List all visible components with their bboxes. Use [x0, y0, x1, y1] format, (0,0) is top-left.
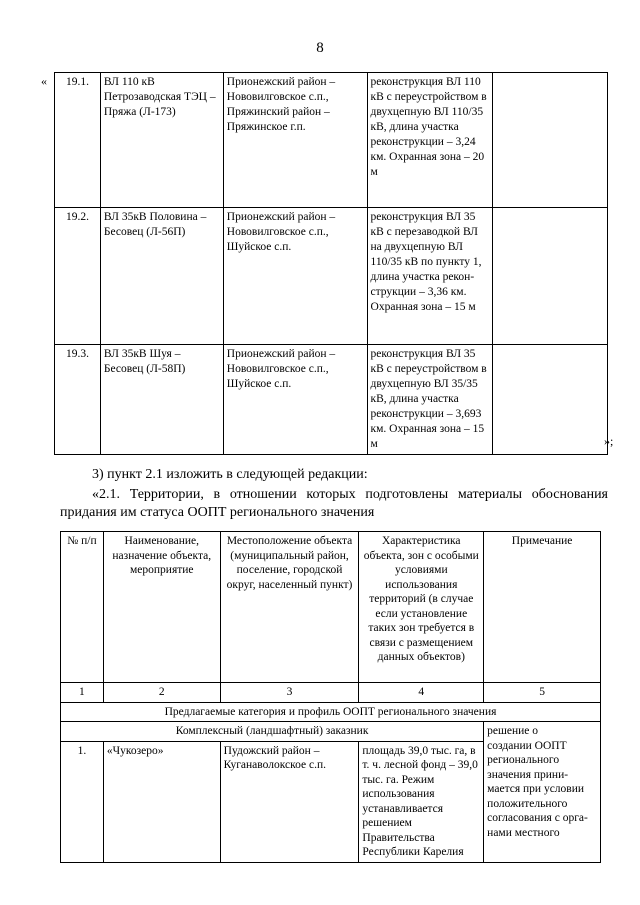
column-number: 4 — [359, 683, 484, 703]
row-number: 19.1. — [55, 73, 101, 208]
header-name: Наименование, назначение объекта, мероприятие — [103, 532, 220, 683]
empty-cell — [493, 73, 608, 208]
column-number: 3 — [220, 683, 359, 703]
object-location: Прионежский район – Нововилговское с.п., Шуйское с.п. — [223, 208, 367, 345]
column-number: 2 — [103, 683, 220, 703]
object-name: ВЛ 35кВ Шуя – Бесовец (Л-58П) — [100, 345, 223, 455]
object-description: реконструкция ВЛ 35 кВ с перезаводкой ВЛ на двухцепную ВЛ 110/35 кВ по пункту 1, длина участка реконструкции – 3,36 км. Охранная зона – 15 м — [367, 208, 493, 345]
protected-areas-table — [60, 531, 601, 863]
row-number: 1. — [61, 741, 104, 862]
note-continuation: создании ООПТ регионального значения принимается при условии положительного согласования с органами местного — [487, 739, 588, 839]
paragraph-section-2-1: «2.1. Территории, в отношении которых подготовлены материалы обоснования придания им статуса ООПТ регионального значения — [60, 487, 608, 520]
subsection-row — [61, 722, 601, 742]
object-name: ВЛ 110 кВ Петрозаводская ТЭЦ – Пряжа (Л-173) — [100, 73, 223, 208]
table-row — [55, 73, 608, 208]
note-start: решение о — [487, 725, 539, 737]
object-name: ВЛ 35кВ Половина – Бесовец (Л-56П) — [100, 208, 223, 345]
object-location: Пудожский район – Куганаволокское с.п. — [220, 741, 359, 862]
row-number: 19.2. — [55, 208, 101, 345]
section-row — [61, 702, 601, 722]
header-location: Местоположение объекта (муниципальный район, поселение, городской округ, населенный пункт) — [220, 532, 359, 683]
header-row — [61, 532, 601, 683]
closing-quote: »; — [604, 434, 614, 448]
empty-cell — [493, 208, 608, 345]
object-description: реконструкция ВЛ 110 кВ с переустройством в двухцепную ВЛ 110/35 кВ, длина участка реконструкции – 3,24 км. Охранная зона – 20 м — [367, 73, 493, 208]
opening-quote: « — [41, 74, 47, 88]
object-name: «Чукозеро» — [103, 741, 220, 862]
column-number-row — [61, 683, 601, 703]
empty-cell — [493, 345, 608, 455]
column-number: 5 — [484, 683, 601, 703]
header-note: Примечание — [484, 532, 601, 683]
object-characteristic: площадь 39,0 тыс. га, в т. ч. лесной фонд – 39,0 тыс. га. Режим использования устанавливается решением Правительства Республики Карелия — [359, 741, 484, 862]
row-number: 19.3. — [55, 345, 101, 455]
subsection-title: Комплексный (ландшафтный) заказник — [61, 722, 484, 742]
object-description: реконструкция ВЛ 35 кВ с переустройством в двухцепную ВЛ 35/35 кВ, длина участка реконструкции – 3,693 км. Охранная зона – 15 м — [367, 345, 493, 455]
table-row — [55, 345, 608, 455]
table-row — [55, 208, 608, 345]
header-number: № п/п — [61, 532, 104, 683]
header-characteristic: Характеристика объекта, зон с особыми условиями использования территорий (в случае если установление таких зон требуется в связи с размещением данных объектов) — [359, 532, 484, 683]
column-number: 1 — [61, 683, 104, 703]
section-title: Предлагаемые категория и профиль ООПТ регионального значения — [61, 702, 601, 722]
page-number: 8 — [316, 40, 324, 56]
paragraph-item-3: 3) пункт 2.1 изложить в следующей редакции: — [92, 467, 368, 482]
note-cell — [484, 722, 601, 863]
object-location: Прионежский район – Нововилговское с.п., Пряжинский район – Пряжинское г.п. — [223, 73, 367, 208]
transmission-lines-table — [54, 72, 608, 455]
object-location: Прионежский район – Нововилговское с.п., Шуйское с.п. — [223, 345, 367, 455]
